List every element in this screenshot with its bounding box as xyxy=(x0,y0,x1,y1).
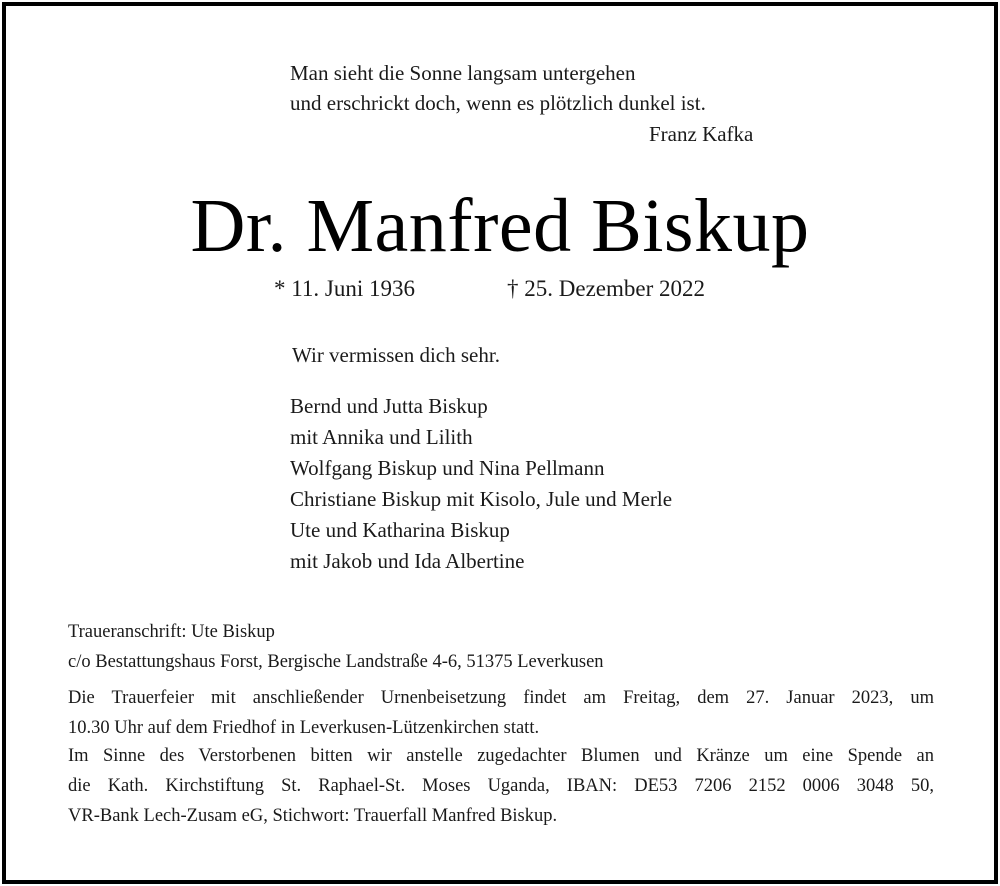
donation-line: die Kath. Kirchstiftung St. Raphael-St. Moses Uganda, IBAN: DE53 7206 2152 0006 3048 50, xyxy=(68,776,934,796)
death-date: † 25. Dezember 2022 xyxy=(507,276,705,301)
address-line: Traueranschrift: Ute Biskup xyxy=(68,622,275,642)
donation-line: Im Sinne des Verstorbenen bitten wir anstelle zugedachter Blumen und Kränze um eine Spende an xyxy=(68,746,934,766)
address-line: c/o Bestattungshaus Forst, Bergische Landstraße 4-6, 51375 Leverkusen xyxy=(68,652,604,672)
ceremony-line: 10.30 Uhr auf dem Friedhof in Leverkusen-Lützenkirchen statt. xyxy=(68,718,540,738)
family-member: Christiane Biskup mit Kisolo, Jule und Merle xyxy=(290,487,673,511)
condolence-message: Wir vermissen dich sehr. xyxy=(292,343,500,367)
quote-author: Franz Kafka xyxy=(649,122,754,146)
quote-line: Man sieht die Sonne langsam untergehen xyxy=(290,61,636,85)
funeral-ceremony-notice xyxy=(68,683,934,743)
family-member: mit Jakob und Ida Albertine xyxy=(290,549,525,573)
quote-line: und erschrickt doch, wenn es plötzlich dunkel ist. xyxy=(290,91,706,115)
family-member: Ute und Katharina Biskup xyxy=(290,518,510,542)
donation-line: VR-Bank Lech-Zusam eG, Stichwort: Trauerfall Manfred Biskup. xyxy=(68,806,558,826)
family-member: Bernd und Jutta Biskup xyxy=(290,394,488,418)
family-member: Wolfgang Biskup und Nina Pellmann xyxy=(290,456,605,480)
deceased-name: Dr. Manfred Biskup xyxy=(190,184,810,268)
mourning-address xyxy=(68,617,934,677)
epigraph-quote xyxy=(290,58,706,118)
family-member: mit Annika und Lilith xyxy=(290,425,473,449)
ceremony-line: Die Trauerfeier mit anschließender Urnenbeisetzung findet am Freitag, dem 27. Januar 2023, um xyxy=(68,688,934,708)
family-list xyxy=(290,391,672,577)
donation-notice xyxy=(68,741,934,831)
birth-date: * 11. Juni 1936 xyxy=(274,276,415,301)
